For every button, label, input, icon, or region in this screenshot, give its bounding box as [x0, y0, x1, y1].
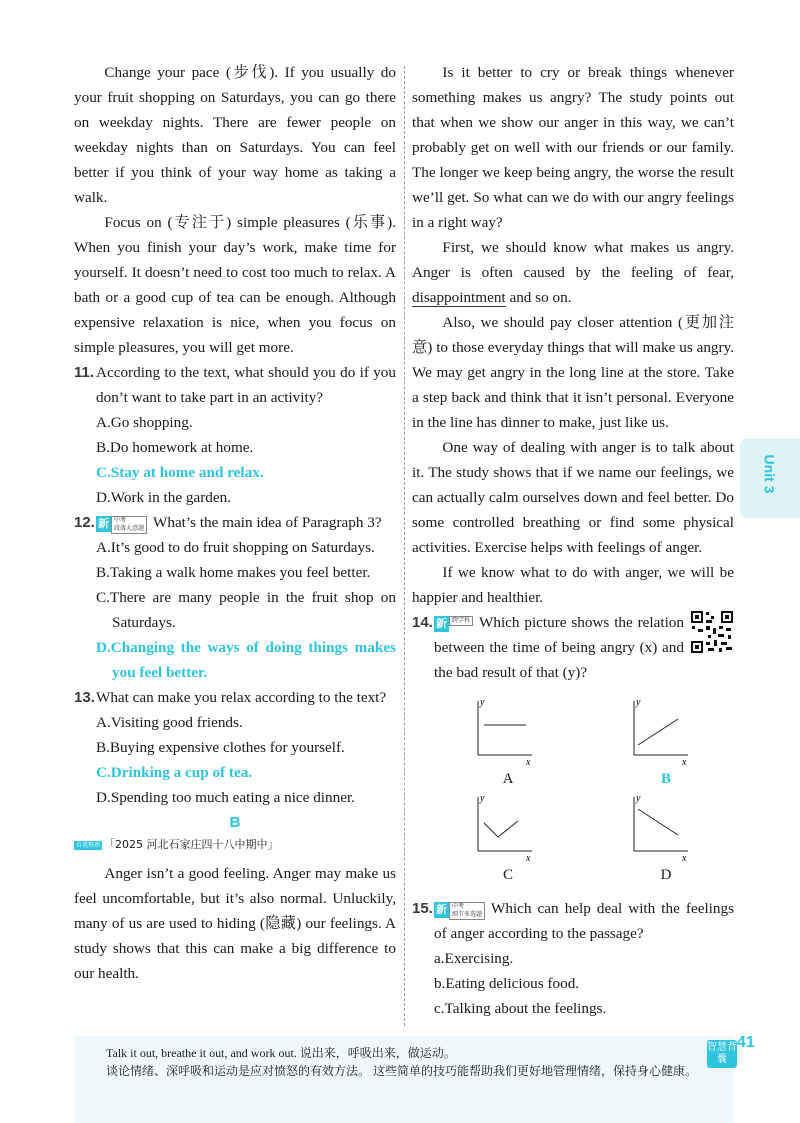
graph-options	[412, 691, 734, 896]
new-question-badge: 新 跨学科	[434, 616, 473, 632]
axis-y-label: y	[480, 697, 485, 708]
new-question-badge: 新 中考 段落大意题	[96, 516, 147, 532]
question-13	[74, 685, 396, 710]
axis-y-label: y	[480, 793, 485, 804]
new-question-badge: 新 中考 细节多选题	[434, 902, 485, 918]
question-stem: What can make you relax according to the text?	[96, 689, 387, 706]
qr-code-icon[interactable]	[690, 610, 734, 654]
option-c-answer: C.Drinking a cup of tea.	[96, 764, 253, 781]
paragraph-conclusion: If we know what to do with anger, we will be happier and healthier.	[412, 564, 734, 606]
graph-c-v-shape	[464, 791, 536, 863]
question-stem: What’s the main idea of Paragraph 3?	[153, 514, 382, 531]
wisdom-badge: 智慧背囊	[707, 1040, 737, 1068]
paragraph-one-way: One way of dealing with anger is to talk about it. The study shows that if we name our feelings, we can actually calm ourselves down and feel better. Do some controlled breathing or find some physical activities. Exercise helps with feelings of anger.	[412, 439, 734, 556]
axis-y-label: y	[636, 697, 641, 708]
tip-line-1: Talk it out, breathe it out, and work out. 说出来，呼吸出来，做运动。	[106, 1046, 456, 1060]
question-number: 14.	[412, 614, 433, 631]
graph-label-a: A	[502, 771, 514, 787]
question-11	[74, 360, 396, 410]
source-line: 自我整理 「2025 河北石家庄四十八中期中」	[76, 838, 279, 851]
option-d-answer: D.Changing the ways of doing things makes you feel better.	[96, 639, 396, 681]
option-c-answer: C.Stay at home and relax.	[96, 464, 264, 481]
section-b-heading: B	[229, 814, 241, 831]
option-d: D.Spending too much eating a nice dinner.	[96, 789, 355, 806]
paragraph-also: Also, we should pay closer attention (更加注意) to those everyday things that will make us angry. We may get angry in the long line at the store. Take a step back and think that it isn’t personal. Everyone in the line has dinner to make, just like us.	[412, 314, 734, 431]
question-stem: Which can help deal with the feelings of anger according to the passage?	[434, 900, 734, 942]
option-a: A.Go shopping.	[96, 414, 193, 431]
paragraph-cry: Is it better to cry or break things whenever something makes us angry? The study points out that when we show our anger in this way, we can’t probably get on well with our friends or our family. The longer we keep being angry, the worse the result we’ll get. So what can we do with our angry feelings in a right way?	[412, 64, 734, 231]
option-a: A.Visiting good friends.	[96, 714, 243, 731]
option-b: B.Taking a walk home makes you feel better.	[96, 564, 371, 581]
unit-side-tab: Unit 3	[740, 438, 800, 518]
graph-d-decreasing	[620, 791, 692, 863]
graph-label-c: C	[502, 867, 513, 883]
question-15	[412, 896, 734, 946]
tip-footer	[74, 1036, 734, 1123]
option-d: D.Work in the garden.	[96, 489, 232, 506]
axis-x-label: x	[526, 757, 531, 767]
graph-label-d: D	[660, 867, 672, 883]
question-stem: Which picture shows the relation between the time of being angry (x) and the bad result of that (y)?	[434, 614, 684, 681]
column-divider	[404, 66, 405, 1026]
option-b: B.Buying expensive clothes for yourself.	[96, 739, 345, 756]
paragraph-focus: Focus on (专注于) simple pleasures (乐事). When you finish your day’s work, make time for yourself. It doesn’t need to cost too much to relax. A bath or a good cup of tea can be enough. Although expensive relaxation is nice, when you focus on simple pleasures, you will get more.	[74, 214, 396, 356]
question-12	[74, 510, 396, 535]
paragraph-first: First, we should know what makes us angry. Anger is often caused by the feeling of fear, disappointment and so on.	[412, 239, 734, 306]
question-number: 15.	[412, 900, 433, 917]
axis-x-label: x	[682, 757, 687, 767]
option-c: C.There are many people in the fruit shop on Saturdays.	[96, 589, 396, 631]
question-number: 13.	[74, 689, 95, 706]
paragraph-pace: Change your pace (步伐). If you usually do your fruit shopping on Saturdays, you can go there on weekday nights. There are fewer people on weekday nights than on Saturdays. You can feel better if you think of your way home as taking a walk.	[74, 64, 396, 206]
axis-y-label: y	[636, 793, 641, 804]
underlined-word: disappointment	[412, 289, 506, 306]
option-b: b.Eating delicious food.	[434, 975, 580, 992]
right-column	[412, 60, 734, 1021]
axis-x-label: x	[682, 853, 687, 863]
graph-label-b-answer: B	[660, 771, 671, 787]
option-c: c.Talking about the feelings.	[434, 1000, 607, 1017]
question-14	[412, 610, 734, 685]
question-number: 12.	[74, 514, 95, 531]
tip-line-2: 谈论情绪、深呼吸和运动是应对愤怒的有效方法。 这些简单的技巧能帮助我们更好地管理情绪，保持身心健康。	[106, 1064, 698, 1078]
option-a: A.It’s good to do fruit shopping on Saturdays.	[96, 539, 375, 556]
graph-b-increasing	[620, 695, 692, 767]
page-number: 41	[737, 1034, 755, 1051]
graph-a-flat	[464, 695, 536, 767]
left-column	[74, 60, 396, 986]
option-a: a.Exercising.	[434, 950, 514, 967]
option-b: B.Do homework at home.	[96, 439, 254, 456]
axis-x-label: x	[526, 853, 531, 863]
question-stem: According to the text, what should you do if you don’t want to take part in an activity?	[96, 364, 396, 406]
paragraph-anger-intro: Anger isn’t a good feeling. Anger may make us feel uncomfortable, but it’s also normal. Unluckily, many of us are used to hiding (隐藏) our feelings. A study shows that this can make a big difference to our health.	[74, 865, 396, 982]
question-number: 11.	[74, 364, 95, 381]
